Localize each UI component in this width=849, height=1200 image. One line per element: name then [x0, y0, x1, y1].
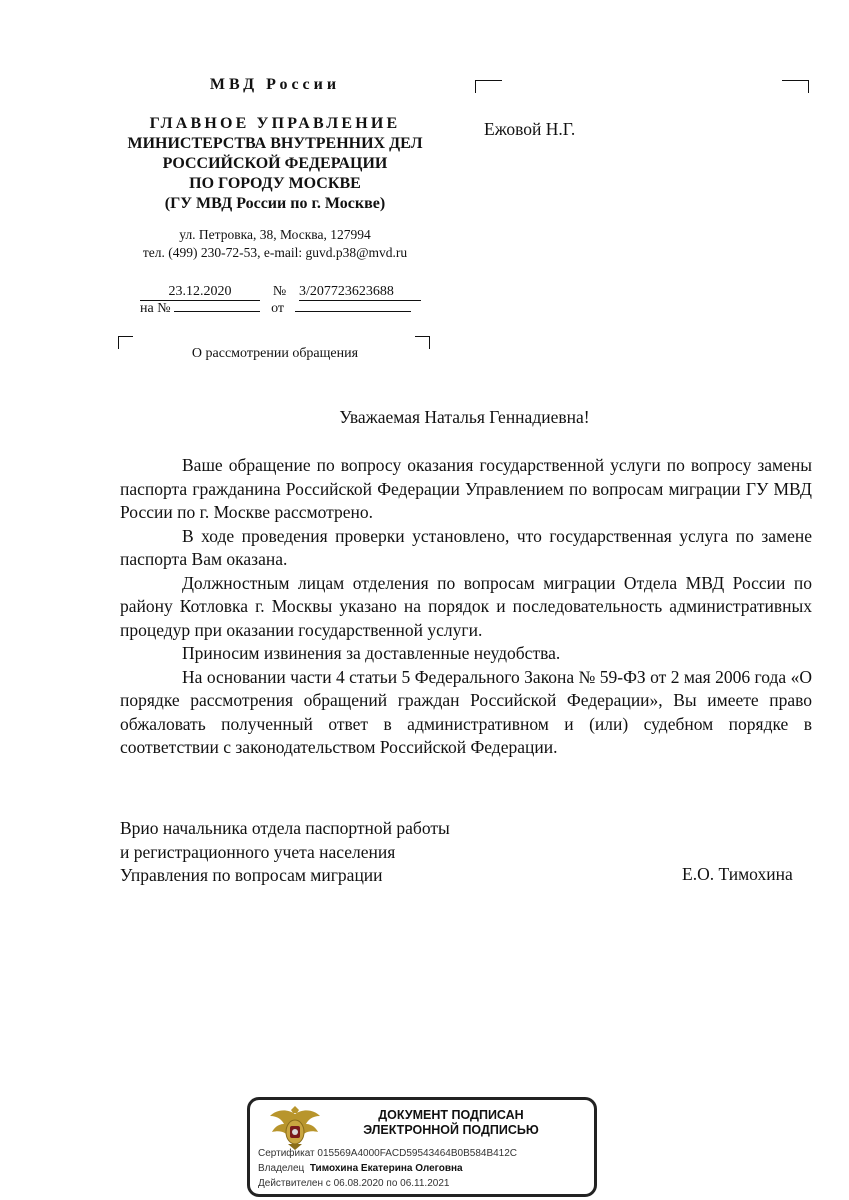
greeting: Уважаемая Наталья Геннадиевна! — [339, 407, 590, 427]
owner-line — [258, 1163, 463, 1174]
registration-row — [140, 283, 421, 301]
certificate-label: Сертификат — [258, 1148, 315, 1159]
department-line: ПО ГОРОДУ МОСКВЕ — [189, 175, 361, 192]
certificate-line — [258, 1148, 517, 1159]
postal-address: ул. Петровка, 38, Москва, 127994 — [179, 227, 371, 242]
signer-name: Е.О. Тимохина — [682, 864, 793, 884]
letter-subject: О рассмотрении обращения — [191, 346, 359, 361]
department-line: РОССИЙСКОЙ ФЕДЕРАЦИИ — [162, 155, 388, 172]
reply-to-label: на № — [140, 301, 171, 316]
letter-body — [120, 454, 812, 760]
addressee-corner-right — [782, 80, 809, 93]
department-short-name: (ГУ МВД России по г. Москве) — [164, 195, 386, 212]
phone-email: тел. (499) 230-72-53, e-mail: guvd.p38@mvd.ru — [142, 245, 408, 260]
stamp-title-line: ДОКУМЕНТ ПОДПИСАН — [378, 1108, 524, 1122]
department-block — [110, 114, 440, 214]
stamp-title-line: ЭЛЕКТРОННОЙ ПОДПИСЬЮ — [363, 1123, 539, 1137]
from-label: от — [271, 301, 285, 316]
signer-position — [120, 817, 450, 888]
addressee: Ежовой Н.Г. — [484, 119, 576, 139]
body-paragraph: Ваше обращение по вопросу оказания государственной услуги по вопросу замены паспорта гражданина Российской Федерации Управлением по вопросам миграции ГУ МВД России по г. Москве рассмотрено. — [120, 455, 812, 522]
body-paragraph: На основании части 4 статьи 5 Федерального Закона № 59-ФЗ от 2 мая 2006 года «О порядке рассмотрения обращений граждан Российской Федерации», Вы имеете право обжаловать полученный ответ в административном и (или) судебном порядке в соответствии с законодательством Российской Федерации. — [120, 666, 812, 757]
department-line: ГЛАВНОЕ УПРАВЛЕНИЕ — [149, 115, 401, 132]
position-line: Управления по вопросам миграции — [120, 865, 383, 885]
position-line: и регистрационного учета населения — [120, 841, 396, 862]
department-line: МИНИСТЕРСТВА ВНУТРЕННИХ ДЕЛ — [127, 135, 423, 152]
contact-block — [110, 226, 440, 262]
e-signature-stamp — [247, 1097, 597, 1197]
owner-label: Владелец — [258, 1163, 305, 1174]
reply-number-blank — [174, 311, 260, 312]
body-paragraph: Должностным лицам отделения по вопросам миграции Отдела МВД России по району Котловка г. Москвы указано на порядок и последовательность административных процедур при оказании государственной услуги. — [120, 572, 812, 640]
reply-row — [140, 300, 411, 318]
stamp-title — [326, 1108, 576, 1138]
body-paragraph: В ходе проведения проверки установлено, что государственная услуга по замене паспорта Вам оказана. — [120, 525, 812, 569]
reply-date-blank — [295, 311, 411, 312]
body-paragraph: Приносим извинения за доставленные неудобства. — [182, 643, 561, 663]
owner-value: Тимохина Екатерина Олеговна — [309, 1163, 463, 1174]
addressee-corner-left — [475, 80, 502, 93]
certificate-value: 015569A4000FACD59543464B0B584B412C — [317, 1148, 518, 1159]
mvd-emblem-icon — [268, 1104, 322, 1152]
validity-line: Действителен с 06.08.2020 по 06.11.2021 — [258, 1178, 450, 1189]
position-line: Врио начальника отдела паспортной работы — [120, 818, 450, 838]
ministry-title: МВД России — [209, 76, 341, 93]
number-sign: № — [272, 284, 287, 299]
registration-date: 23.12.2020 — [140, 284, 260, 301]
registration-number: 3/207723623688 — [299, 284, 421, 301]
